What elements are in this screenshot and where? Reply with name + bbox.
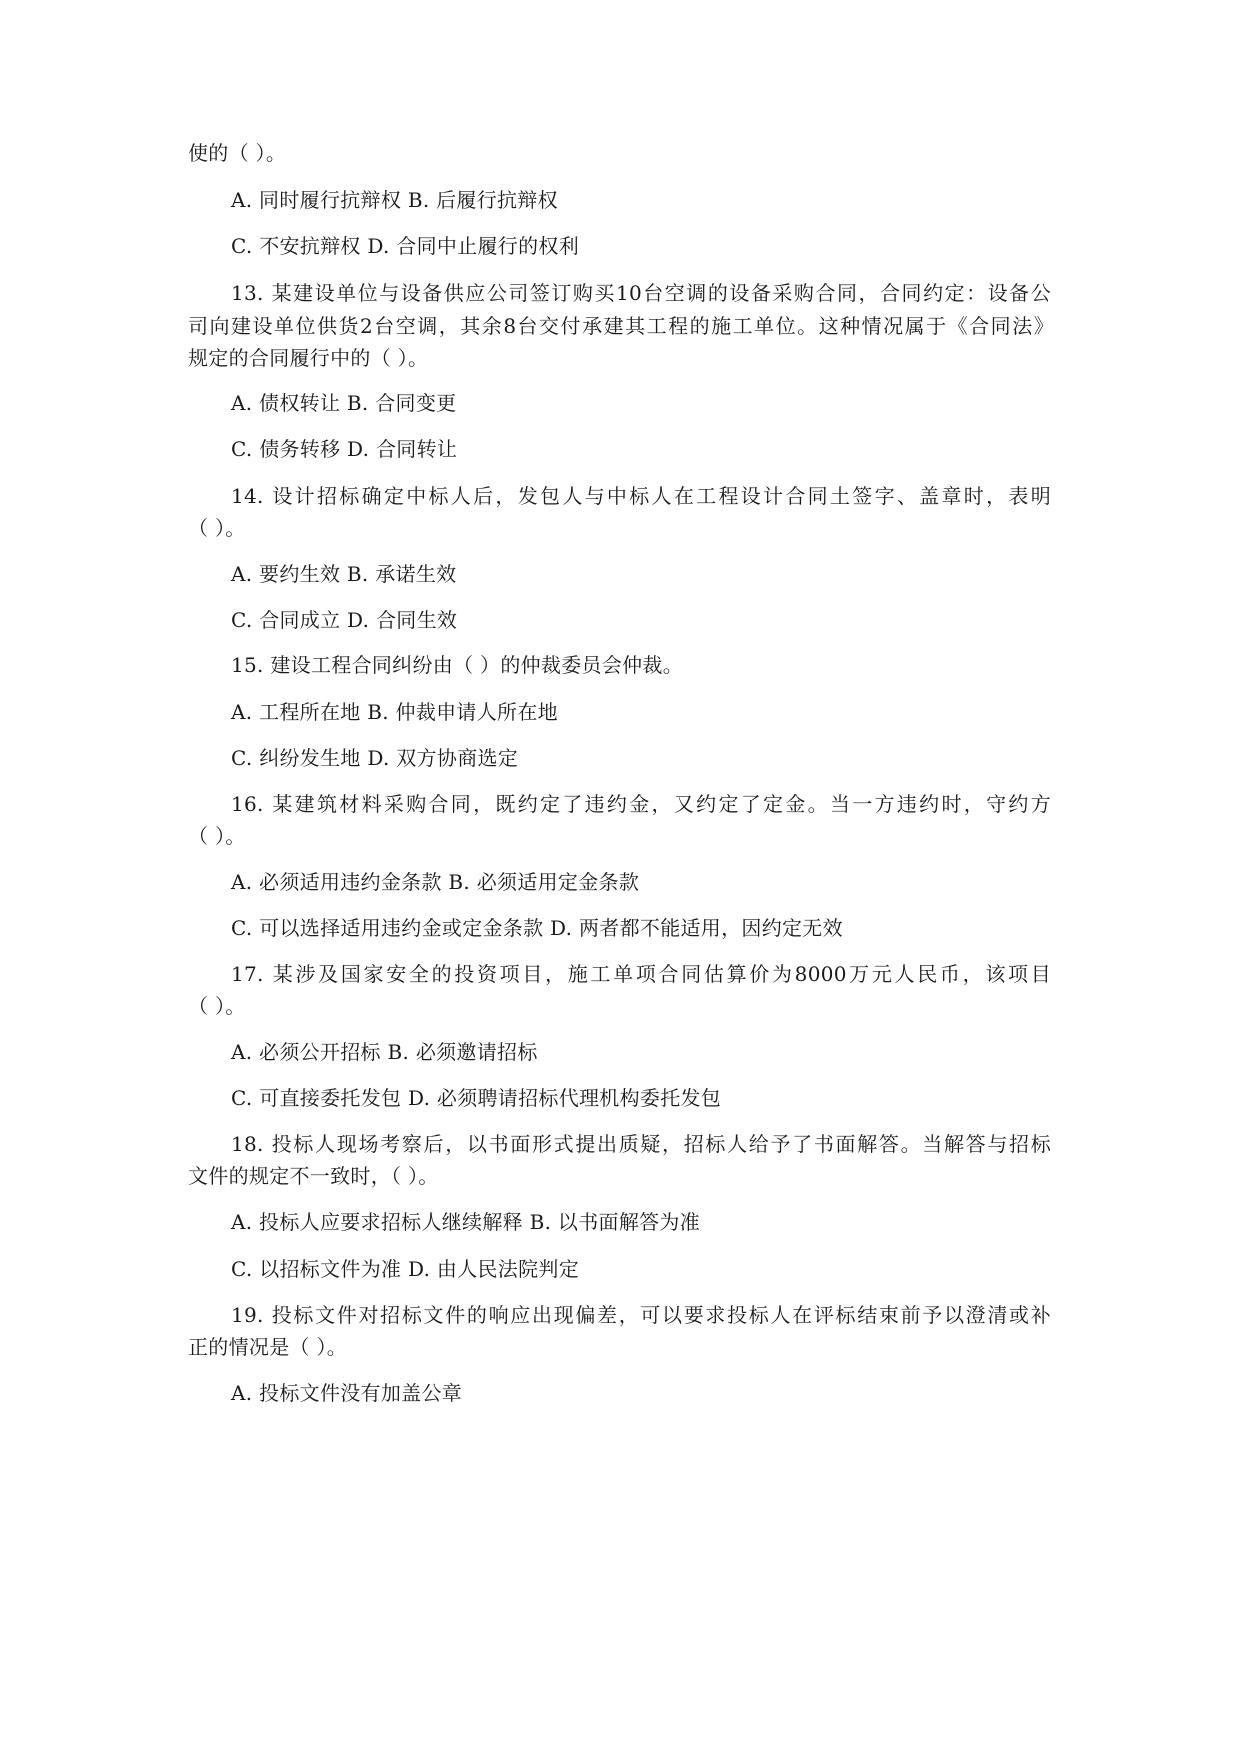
question-17-line-2: （ ）。 [188,994,246,1018]
question-17-line-1: 17. 某涉及国家安全的投资项目，施工单项合同估算价为8000万元人民币，该项目 [231,962,1051,986]
question-18-options-ab: A. 投标人应要求招标人继续解释 B. 以书面解答为准 [231,1210,701,1234]
question-16-options-cd: C. 可以选择适用违约金或定金条款 D. 两者都不能适用，因约定无效 [231,916,843,940]
question-18-options-cd: C. 以招标文件为准 D. 由人民法院判定 [231,1257,579,1281]
question-12-continuation: 使的（ ）。 [188,141,287,165]
question-13-line-2: 司向建设单位供货2台空调，其余8台交付承建其工程的施工单位。这种情况属于《合同法》 [188,314,1054,338]
question-18-line-1: 18. 投标人现场考察后，以书面形式提出质疑，招标人给予了书面解答。当解答与招标 [231,1132,1051,1156]
question-17-options-ab: A. 必须公开招标 B. 必须邀请招标 [231,1040,538,1064]
question-15-options-cd: C. 纠纷发生地 D. 双方协商选定 [231,746,519,770]
question-19-line-2: 正的情况是（ ）。 [188,1335,348,1359]
question-19-line-1: 19. 投标文件对招标文件的响应出现偏差，可以要求投标人在评标结束前予以澄清或补 [231,1303,1051,1327]
question-14-options-cd: C. 合同成立 D. 合同生效 [231,608,458,632]
question-17-options-cd: C. 可直接委托发包 D. 必须聘请招标代理机构委托发包 [231,1086,722,1110]
question-14-line-2: （ ）。 [188,516,246,540]
question-15-line-1: 15. 建设工程合同纠纷由（ ）的仲裁委员会仲裁。 [231,653,684,677]
question-12-options-cd: C. 不安抗辩权 D. 合同中止履行的权利 [231,234,579,258]
question-16-line-2: （ ）。 [188,824,246,848]
question-16-options-ab: A. 必须适用违约金条款 B. 必须适用定金条款 [231,870,640,894]
question-14-options-ab: A. 要约生效 B. 承诺生效 [231,562,457,586]
question-14-line-1: 14. 设计招标确定中标人后，发包人与中标人在工程设计合同土签字、盖章时，表明 [231,484,1051,508]
question-19-option-a: A. 投标文件没有加盖公章 [231,1381,463,1405]
question-15-options-ab: A. 工程所在地 B. 仲裁申请人所在地 [231,700,558,724]
question-13-options-cd: C. 债务转移 D. 合同转让 [231,437,458,461]
question-12-options-ab: A. 同时履行抗辩权 B. 后履行抗辩权 [231,188,558,212]
question-13-options-ab: A. 债权转让 B. 合同变更 [231,391,457,415]
question-13-line-3: 规定的合同履行中的（ ）。 [188,346,429,370]
question-16-line-1: 16. 某建筑材料采购合同，既约定了违约金，又约定了定金。当一方违约时，守约方 [231,792,1051,816]
question-13-line-1: 13. 某建设单位与设备供应公司签订购买10台空调的设备采购合同，合同约定：设备公 [231,281,1051,305]
question-18-line-2: 文件的规定不一致时，（ ）。 [188,1164,439,1188]
